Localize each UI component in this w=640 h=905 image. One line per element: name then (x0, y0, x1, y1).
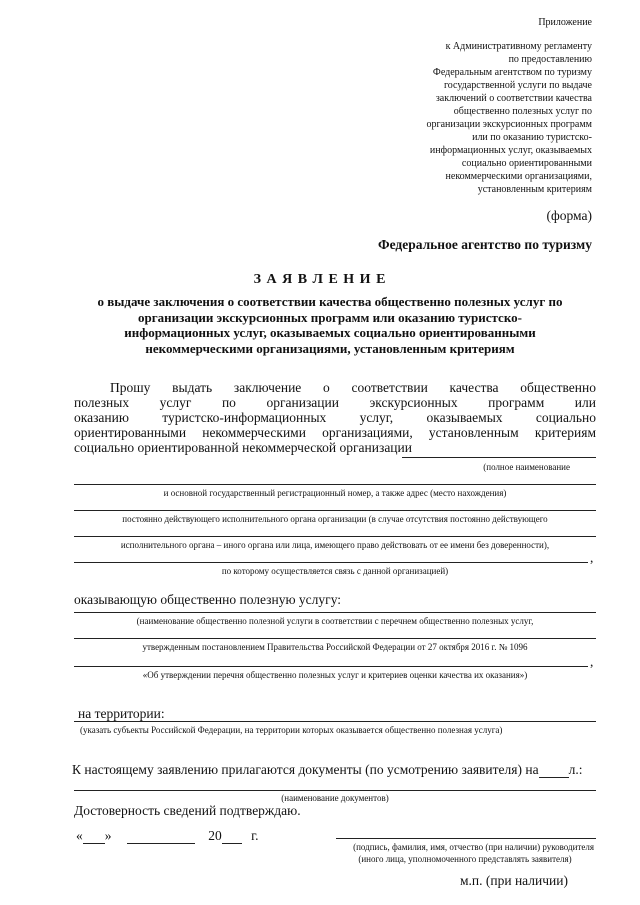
regulation-line: организации экскурсионных программ (426, 119, 592, 130)
year-suffix: г. (251, 828, 259, 843)
service-field-3[interactable] (74, 666, 588, 667)
org-contact-field[interactable] (74, 562, 588, 563)
confirmation-text: Достоверность сведений подтверждаю. (74, 803, 301, 818)
regulation-line: социально ориентированными (461, 158, 592, 169)
request-paragraph (74, 380, 596, 455)
request-line: полезных услуг по организации экскурсионных программ или (74, 395, 596, 410)
subtitle-line: организации экскурсионных программ или оказанию туристско- (138, 309, 522, 325)
day-field[interactable] (83, 828, 105, 844)
signature-field[interactable] (336, 838, 596, 839)
regulation-line: общественно полезных услуг по (453, 106, 592, 117)
org-details-field[interactable] (74, 484, 596, 485)
caption-documents: (наименование документов) (281, 793, 389, 803)
regulation-line: к Административному регламенту (445, 41, 592, 52)
request-line: оказанию туристско-информационных услуг, оказываемых социально (74, 410, 596, 425)
request-line: ориентированными некоммерческими организациями, установленным критериям (74, 425, 596, 440)
caption-service-3: «Об утверждении перечня общественно полезных услуг и критериев оценки качества их оказания») (142, 670, 528, 680)
attachments-count-field[interactable] (539, 762, 569, 778)
form-label: (форма) (546, 208, 592, 223)
subtitle-line: некоммерческими организациями, установленным критериям (145, 340, 515, 356)
caption-signature-1: (подпись, фамилия, имя, отчество (при наличии) руководителя (353, 842, 594, 852)
regulation-line: некоммерческими организациями, (445, 171, 592, 182)
regulation-line: заключений о соответствии качества (435, 93, 592, 104)
month-field[interactable] (127, 828, 195, 844)
territory-field[interactable] (74, 721, 596, 722)
regulation-line: государственной услуги по выдаче (443, 80, 592, 91)
agency-name: Федеральное агентство по туризму (377, 237, 592, 252)
date-field (76, 828, 259, 844)
caption-executive-2: исполнительного органа – иного органа или лица, имеющего право действовать от ее имени без доверенности), (120, 540, 550, 550)
regulation-line: Федеральным агентством по туризму (432, 67, 592, 78)
comma: , (590, 550, 594, 565)
service-field-2[interactable] (74, 638, 596, 639)
comma: , (590, 654, 594, 669)
document-title: З А Я В Л Е Н И Е (253, 272, 387, 287)
territory-label: на территории: (78, 706, 165, 721)
org-name-field[interactable] (402, 457, 596, 458)
year-field[interactable] (222, 828, 242, 844)
subtitle-line: о выдаче заключения о соответствии качества общественно полезных услуг по (97, 294, 563, 309)
caption-territory: (указать субъекты Российской Федерации, на территории которых оказывается общественно полезная услуга) (80, 725, 503, 735)
attachments-text (72, 762, 582, 778)
caption-executive-1: постоянно действующего исполнительного органа организации (в случае отсутствия постоянно действующего (122, 514, 548, 524)
date-close-quote: » (104, 828, 112, 843)
caption-ogrn: и основной государственный регистрационный номер, а также адрес (место нахождения) (163, 488, 507, 498)
org-executive-field-2[interactable] (74, 536, 596, 537)
regulation-line: информационных услуг, оказываемых (429, 145, 592, 156)
service-field[interactable] (74, 612, 596, 613)
request-line: социально ориентированной некоммерческой организации (74, 440, 412, 455)
request-line: Прошу выдать заключение о соответствии качества общественно (110, 380, 596, 395)
org-executive-field[interactable] (74, 510, 596, 511)
caption-communication: по которому осуществляется связь с данной организацией) (221, 566, 449, 576)
regulation-line: или по оказанию туристско- (472, 132, 592, 143)
document-subtitle (60, 294, 600, 356)
attachments-label: К настоящему заявлению прилагаются документы (по усмотрению заявителя) на (72, 762, 539, 777)
regulation-line: по предоставлению (508, 54, 592, 65)
appendix-label: Приложение (538, 17, 592, 28)
caption-service-2: утвержденным постановлением Правительства Российской Федерации от 27 октября 2016 г. № 1096 (142, 642, 528, 652)
service-intro: оказывающую общественно полезную услугу: (74, 592, 342, 607)
regulation-reference (332, 40, 592, 196)
subtitle-line: информационных услуг, оказываемых социально ориентированными (124, 325, 536, 340)
caption-full-name: (полное наименование (483, 462, 570, 472)
caption-service-1: (наименование общественно полезной услуги в соответствии с перечнем общественно полезных услуг, (136, 616, 534, 626)
documents-field[interactable] (74, 790, 596, 791)
stamp-label: м.п. (при наличии) (460, 873, 568, 888)
year-prefix: 20 (208, 828, 222, 843)
regulation-line: установленным критериям (477, 184, 592, 195)
attachments-suffix: л.: (568, 762, 583, 777)
date-open-quote: « (76, 828, 83, 843)
caption-signature-2: (иного лица, уполномоченного представлять заявителя) (358, 854, 572, 864)
